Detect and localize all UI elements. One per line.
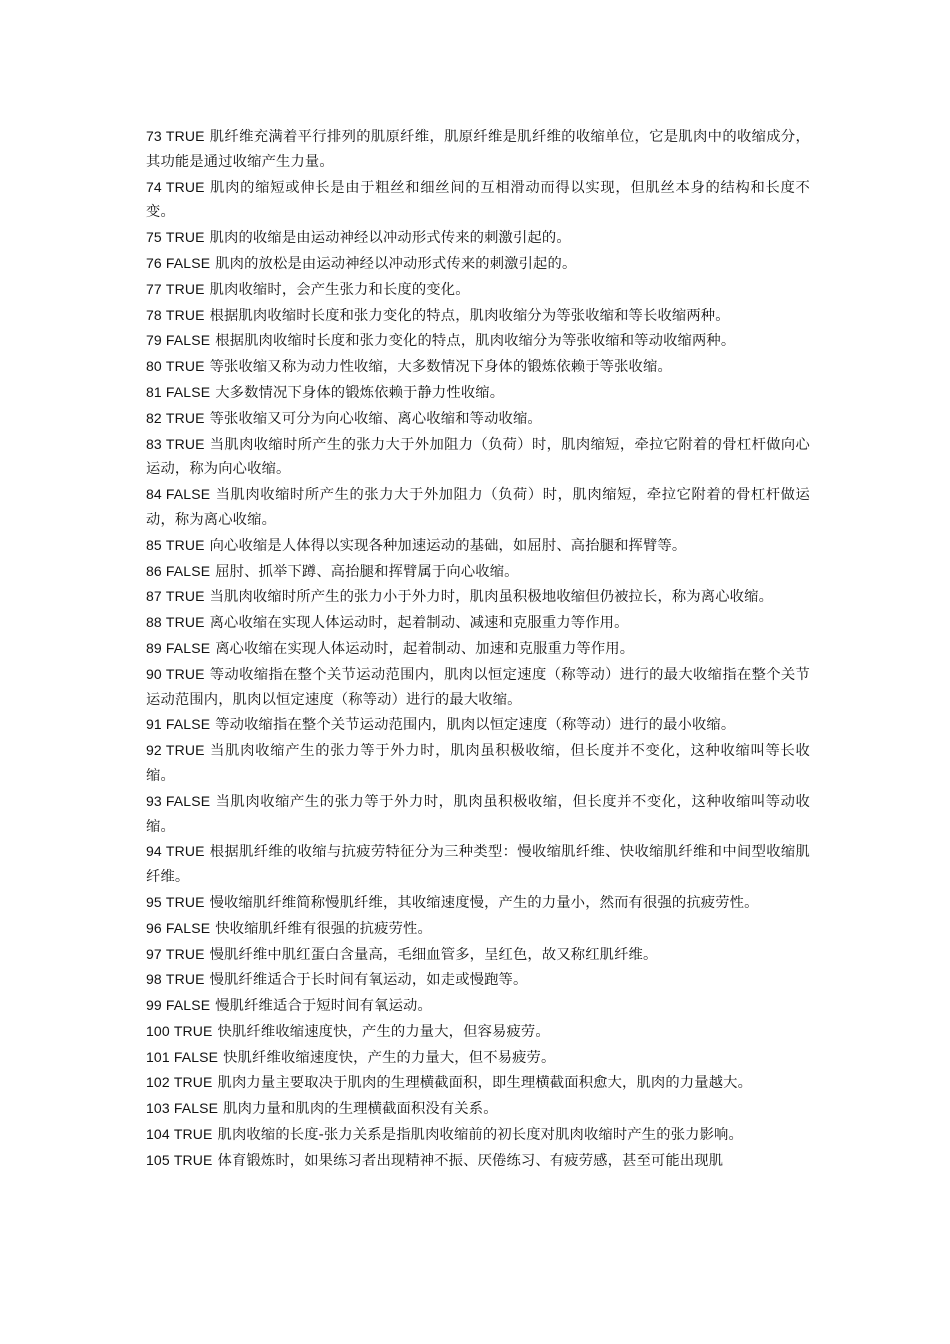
question-entry — [146, 1148, 810, 1174]
answer-label: TRUE — [165, 945, 205, 962]
question-text: 慢肌纤维适合于短时间有氧运动。 — [215, 998, 432, 1015]
question-number: 97 — [146, 945, 162, 962]
question-text: 慢肌纤维适合于长时间有氧运动，如走或慢跑等。 — [209, 972, 528, 989]
question-entry — [146, 303, 810, 329]
question-text: 等动收缩指在整个关节运动范围内，肌肉以恒定速度（称等动）进行的最小收缩。 — [215, 717, 736, 734]
question-entry — [146, 993, 810, 1019]
question-text: 肌肉收缩时，会产生张力和长度的变化。 — [209, 281, 470, 298]
question-text: 肌肉的放松是由运动神经以冲动形式传来的刺激引起的。 — [215, 255, 577, 272]
question-text: 当肌肉收缩时所产生的张力大于外加阻力（负荷）时，肌肉缩短，牵拉它附着的骨杠杆做运动，称为离心收缩。 — [146, 487, 810, 528]
question-entry — [146, 738, 810, 789]
answer-label: TRUE — [165, 614, 205, 631]
question-entry — [146, 839, 810, 890]
answer-label: FALSE — [165, 639, 211, 656]
answer-label: FALSE — [165, 562, 211, 579]
question-number: 100 — [146, 1022, 170, 1039]
question-text: 肌肉的缩短或伸长是由于粗丝和细丝间的互相滑动而得以实现，但肌丝本身的结构和长度不变。 — [146, 179, 810, 221]
question-number: 87 — [146, 588, 162, 605]
question-number: 92 — [146, 742, 162, 759]
question-entry — [146, 380, 810, 406]
question-text: 肌纤维充满着平行排列的肌原纤维，肌原纤维是肌纤维的收缩单位，它是肌肉中的收缩成分，其功能是通过收缩产生力量。 — [146, 129, 810, 170]
question-entry — [146, 662, 810, 713]
answer-label: TRUE — [165, 843, 205, 860]
question-text: 当肌肉收缩时所产生的张力大于外加阻力（负荷）时，肌肉缩短，牵拉它附着的骨杠杆做向心运动，称为向心收缩。 — [146, 436, 810, 478]
answer-label: TRUE — [165, 229, 205, 246]
answer-label: TRUE — [165, 971, 205, 988]
question-text: 肌肉收缩的长度-张力关系是指肌肉收缩前的初长度对肌肉收缩时产生的张力影响。 — [217, 1127, 743, 1144]
question-text: 等动收缩指在整个关节运动范围内，肌肉以恒定速度（称等动）进行的最大收缩指在整个关节运动范围内，肌肉以恒定速度（称等动）进行的最大收缩。 — [146, 666, 810, 708]
question-entry — [146, 482, 810, 533]
question-number: 83 — [146, 435, 162, 452]
question-text: 屈肘、抓举下蹲、高抬腿和挥臂属于向心收缩。 — [215, 563, 519, 580]
question-entry — [146, 328, 810, 354]
question-number: 86 — [146, 562, 162, 579]
question-text: 慢肌纤维中肌红蛋白含量高，毛细血管多，呈红色，故又称红肌纤维。 — [209, 946, 658, 963]
question-number: 88 — [146, 614, 162, 631]
question-number: 94 — [146, 843, 162, 860]
question-entry — [146, 584, 810, 610]
question-number: 95 — [146, 893, 162, 910]
question-text: 等张收缩又可分为向心收缩、离心收缩和等动收缩。 — [209, 410, 542, 427]
question-entry — [146, 916, 810, 942]
answer-label: FALSE — [165, 332, 211, 349]
answer-label: TRUE — [165, 893, 205, 910]
question-number: 105 — [146, 1151, 170, 1168]
question-entry — [146, 890, 810, 916]
answer-label: FALSE — [173, 1100, 219, 1117]
question-entry — [146, 789, 810, 840]
question-text: 体育锻炼时，如果练习者出现精神不振、厌倦练习、有疲劳感，甚至可能出现肌 — [217, 1152, 724, 1169]
answer-label: TRUE — [165, 178, 205, 195]
answer-label: TRUE — [173, 1022, 213, 1039]
question-number: 80 — [146, 358, 162, 375]
answer-label: TRUE — [165, 128, 205, 144]
question-entry — [146, 1070, 810, 1096]
question-entry — [146, 175, 810, 226]
question-number: 82 — [146, 409, 162, 426]
answer-label: TRUE — [165, 280, 205, 297]
question-entry — [146, 124, 810, 175]
answer-label: TRUE — [173, 1151, 213, 1168]
answer-label: TRUE — [165, 358, 205, 375]
question-number: 76 — [146, 254, 162, 271]
question-entry — [146, 432, 810, 483]
question-number: 104 — [146, 1126, 170, 1143]
question-entry — [146, 1122, 810, 1148]
answer-label: TRUE — [173, 1126, 213, 1143]
question-number: 90 — [146, 665, 162, 682]
document-body — [146, 124, 810, 1174]
question-number: 74 — [146, 178, 162, 195]
question-entry — [146, 1019, 810, 1045]
question-number: 102 — [146, 1074, 170, 1091]
answer-label: FALSE — [165, 792, 211, 809]
question-entry — [146, 610, 810, 636]
question-text: 大多数情况下身体的锻炼依赖于静力性收缩。 — [215, 384, 505, 401]
question-text: 快收缩肌纤维有很强的抗疲劳性。 — [215, 920, 432, 937]
answer-label: FALSE — [165, 254, 211, 271]
question-number: 101 — [146, 1048, 170, 1065]
answer-label: FALSE — [165, 486, 211, 503]
question-number: 89 — [146, 639, 162, 656]
question-entry — [146, 559, 810, 585]
answer-label: TRUE — [165, 306, 205, 323]
answer-label: TRUE — [165, 536, 205, 553]
question-entry — [146, 277, 810, 303]
answer-label: TRUE — [165, 665, 205, 682]
question-text: 向心收缩是人体得以实现各种加速运动的基础，如屈肘、高抬腿和挥臂等。 — [209, 537, 687, 554]
question-number: 103 — [146, 1100, 170, 1117]
answer-label: TRUE — [165, 409, 205, 426]
question-number: 78 — [146, 306, 162, 323]
question-text: 肌肉的收缩是由运动神经以冲动形式传来的刺激引起的。 — [209, 230, 571, 247]
question-entry — [146, 406, 810, 432]
question-entry — [146, 354, 810, 380]
question-number: 73 — [146, 128, 162, 144]
question-number: 84 — [146, 486, 162, 503]
question-text: 慢收缩肌纤维简称慢肌纤维，其收缩速度慢，产生的力量小，然而有很强的抗疲劳性。 — [209, 894, 759, 911]
question-text: 等张收缩又称为动力性收缩，大多数情况下身体的锻炼依赖于等张收缩。 — [209, 359, 672, 376]
question-number: 79 — [146, 332, 162, 349]
question-entry — [146, 225, 810, 251]
question-entry — [146, 636, 810, 662]
answer-label: FALSE — [173, 1048, 219, 1065]
question-number: 91 — [146, 716, 162, 733]
question-text: 根据肌肉收缩时长度和张力变化的特点，肌肉收缩分为等张收缩和等长收缩两种。 — [209, 307, 730, 324]
question-text: 快肌纤维收缩速度快，产生的力量大，但容易疲劳。 — [217, 1023, 550, 1040]
question-number: 75 — [146, 229, 162, 246]
question-text: 根据肌肉收缩时长度和张力变化的特点，肌肉收缩分为等张收缩和等动收缩两种。 — [215, 333, 736, 350]
question-text: 离心收缩在实现人体运动时，起着制动、减速和克服重力等作用。 — [209, 615, 629, 632]
question-text: 肌肉力量主要取决于肌肉的生理横截面积，即生理横截面积愈大，肌肉的力量越大。 — [217, 1075, 753, 1092]
question-text: 当肌肉收缩产生的张力等于外力时，肌肉虽积极收缩，但长度并不变化，这种收缩叫等长收缩。 — [146, 743, 810, 784]
answer-label: TRUE — [165, 742, 205, 759]
question-number: 96 — [146, 919, 162, 936]
question-number: 85 — [146, 536, 162, 553]
question-entry — [146, 1045, 810, 1071]
question-entry — [146, 967, 810, 993]
question-entry — [146, 1096, 810, 1122]
answer-label: FALSE — [165, 997, 211, 1014]
question-number: 93 — [146, 792, 162, 809]
question-text: 当肌肉收缩产生的张力等于外力时，肌肉虽积极收缩，但长度并不变化，这种收缩叫等动收缩。 — [146, 793, 810, 835]
question-entry — [146, 942, 810, 968]
question-text: 当肌肉收缩时所产生的张力小于外力时，肌肉虽积极地收缩但仍被拉长，称为离心收缩。 — [209, 589, 774, 606]
answer-label: TRUE — [165, 435, 205, 452]
answer-label: TRUE — [165, 588, 205, 605]
question-entry — [146, 712, 810, 738]
question-number: 99 — [146, 997, 162, 1014]
answer-label: FALSE — [165, 919, 211, 936]
question-entry — [146, 251, 810, 277]
question-number: 98 — [146, 971, 162, 988]
answer-label: FALSE — [165, 383, 211, 400]
question-text: 离心收缩在实现人体运动时，起着制动、加速和克服重力等作用。 — [215, 640, 635, 657]
question-text: 根据肌纤维的收缩与抗疲劳特征分为三种类型：慢收缩肌纤维、快收缩肌纤维和中间型收缩肌纤维。 — [146, 844, 810, 886]
answer-label: TRUE — [173, 1074, 213, 1091]
question-text: 快肌纤维收缩速度快，产生的力量大，但不易疲劳。 — [223, 1049, 556, 1066]
question-number: 77 — [146, 280, 162, 297]
answer-label: FALSE — [165, 716, 211, 733]
question-text: 肌肉力量和肌肉的生理横截面积没有关系。 — [223, 1101, 498, 1118]
question-entry — [146, 533, 810, 559]
question-number: 81 — [146, 383, 162, 400]
